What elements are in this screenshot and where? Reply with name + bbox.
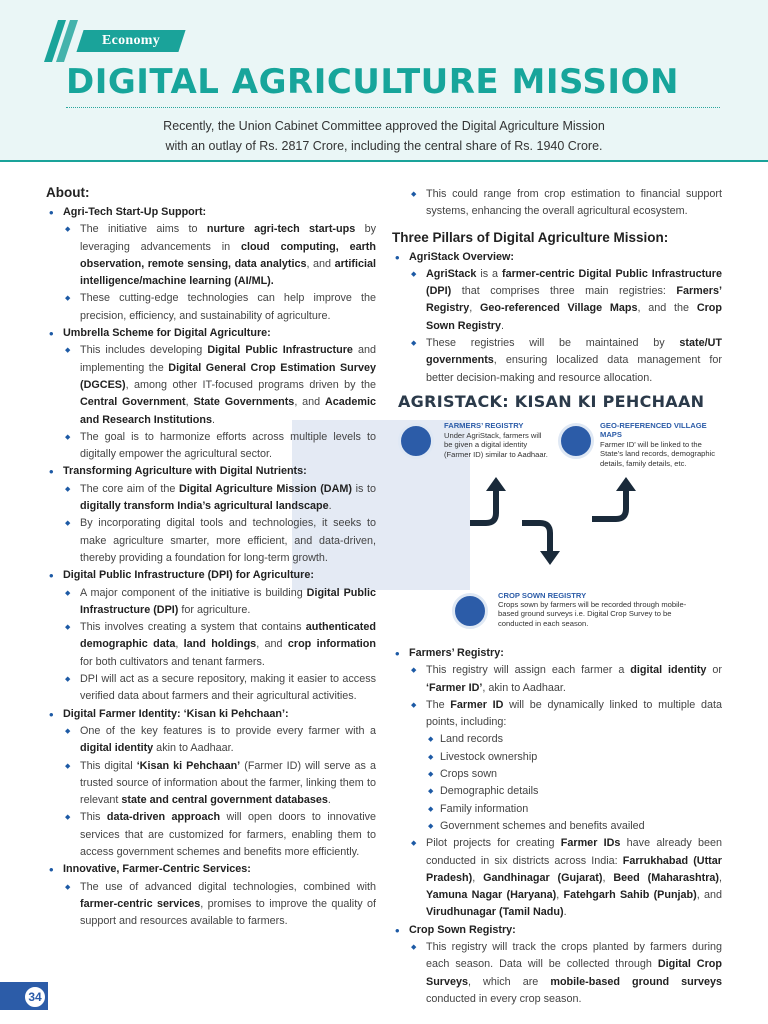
geo-maps-head: GEO-REFERENCED VILLAGE MAPS bbox=[600, 420, 707, 439]
bold-text: farmer-centric Digital Public Infrastructure (DPI) bbox=[426, 267, 722, 298]
farmers-registry-head: FARMERS’ REGISTRY bbox=[444, 420, 524, 430]
section-title: AgriStack Overview: bbox=[409, 250, 515, 263]
data-points-list bbox=[426, 731, 722, 835]
bold-text: state and central government databases bbox=[121, 794, 328, 807]
sub-list bbox=[409, 939, 722, 1008]
text: have already been conducted in six districts across India: bbox=[426, 837, 722, 867]
text: , bbox=[185, 396, 194, 409]
bold-text: ‘Farmer ID’ bbox=[426, 681, 483, 694]
list-item bbox=[392, 249, 722, 387]
text: , which are bbox=[468, 975, 551, 988]
text: is to bbox=[351, 482, 376, 495]
sub-list bbox=[409, 266, 722, 387]
bold-text: nurture agri-tech start-ups bbox=[206, 223, 356, 236]
text: , and bbox=[696, 889, 722, 902]
arrow-up-left bbox=[470, 489, 496, 523]
bold-text: Digital General Crop Estimation Survey (DGCES) bbox=[80, 361, 376, 391]
list-item: ◆ DPI will act as a secure repository, making it easier to access verified data about farmers and their agricultural activities. bbox=[63, 671, 376, 706]
text: , and bbox=[306, 257, 335, 270]
list-item: ◆ Demographic details bbox=[426, 783, 722, 800]
page-header bbox=[0, 0, 768, 162]
intro-text bbox=[0, 116, 768, 156]
list-item: ◆ Crops sown bbox=[426, 766, 722, 783]
bold-text: cloud computing, earth observation, remote sensing, data analytics bbox=[80, 240, 376, 270]
crop-sown-head: CROP SOWN REGISTRY bbox=[498, 590, 587, 600]
section-tag-label: Economy bbox=[101, 33, 161, 48]
list-item bbox=[63, 619, 376, 671]
bold-text: Gandhinagar (Gujarat) bbox=[483, 871, 603, 884]
text: , and bbox=[294, 396, 325, 409]
bold-text: digital identity bbox=[80, 742, 154, 755]
list-item bbox=[46, 567, 376, 705]
arrow-up-right bbox=[592, 489, 626, 519]
bold-text: crop information bbox=[287, 638, 376, 651]
list-item bbox=[63, 481, 376, 516]
text: This digital bbox=[80, 759, 137, 772]
list-item bbox=[63, 221, 376, 290]
bold-text: digital identity bbox=[630, 664, 707, 677]
list-item: ◆ Livestock ownership bbox=[426, 749, 722, 766]
bold-text: Crop Sown Registry bbox=[426, 302, 723, 332]
list-item bbox=[46, 463, 376, 567]
list-item bbox=[409, 335, 722, 387]
sub-list bbox=[63, 342, 376, 463]
text: This bbox=[80, 811, 107, 824]
sub-list bbox=[63, 723, 376, 861]
sub-list bbox=[63, 585, 376, 706]
list-item bbox=[63, 585, 376, 620]
section-title: Digital Public Infrastructure (DPI) for Agriculture: bbox=[63, 569, 314, 582]
bold-text: Farmer IDs bbox=[560, 837, 621, 850]
list-item bbox=[409, 266, 722, 335]
clipboard-icon bbox=[452, 593, 488, 629]
bold-text: Farmers’ Registry bbox=[426, 285, 722, 315]
section-title: Crop Sown Registry: bbox=[409, 923, 516, 936]
about-list bbox=[46, 204, 376, 930]
list-item bbox=[46, 706, 376, 862]
text: will be dynamically linked to multiple data points, including: bbox=[426, 698, 723, 729]
list-item: ◆ The goal is to harmonize efforts across multiple levels to digitally empower the agricultural sector. bbox=[63, 429, 376, 464]
section-title: Farmers’ Registry: bbox=[409, 646, 504, 659]
bold-text: Fatehgarh Sahib (Punjab) bbox=[563, 889, 697, 902]
text: and implementing the bbox=[80, 344, 376, 374]
text: The bbox=[426, 698, 451, 711]
text: , bbox=[469, 302, 480, 315]
list-item bbox=[46, 204, 376, 325]
bold-text: Beed (Maharashtra) bbox=[613, 871, 720, 884]
bold-text: Farrukhabad (Uttar Pradesh) bbox=[426, 854, 722, 884]
pillars-list bbox=[392, 249, 722, 387]
bold-text: Digital Public Infrastructure (DPI) bbox=[80, 586, 376, 616]
bold-text: Central Government bbox=[80, 396, 186, 409]
arrowhead-up-left bbox=[486, 477, 506, 491]
text: . bbox=[328, 500, 332, 513]
arrowhead-up-right bbox=[616, 477, 636, 491]
page-title: DIGITAL AGRICULTURE MISSION bbox=[66, 62, 679, 102]
list-item: ◆ Land records bbox=[426, 731, 722, 748]
text: will open doors to innovative services that are customized for farmers, enabling them to access government schemes and benefits more efficiently. bbox=[80, 811, 376, 858]
text: , bbox=[472, 871, 484, 884]
bold-text: digitally transform India’s agricultural landscape bbox=[80, 500, 329, 513]
list-item bbox=[63, 723, 376, 758]
text: , promises to improve the quality of support and resources available to farmers. bbox=[80, 897, 376, 928]
text: The use of advanced digital technologies, combined with bbox=[80, 880, 376, 893]
crop-sown-text: Crops sown by farmers will be recorded through mobile-based ground surveys i.e. Digital Crop Survey to be conducted in each season. bbox=[498, 599, 687, 628]
section-title: Transforming Agriculture with Digital Nutrients: bbox=[63, 465, 307, 478]
list-item bbox=[392, 645, 722, 922]
text: , bbox=[602, 871, 614, 884]
text: One of the key features is to provide every farmer with a bbox=[80, 724, 376, 737]
text: or bbox=[706, 664, 722, 677]
bold-text: State Governments bbox=[193, 396, 295, 409]
list-item bbox=[63, 809, 376, 861]
bold-text: state/UT governments bbox=[426, 337, 722, 367]
text: , and the bbox=[637, 302, 697, 315]
list-item bbox=[63, 879, 376, 931]
section-tag bbox=[76, 30, 185, 52]
stripes-decoration bbox=[44, 20, 84, 62]
bold-text: authenticated demographic data bbox=[80, 621, 376, 651]
text: This involves creating a system that contains bbox=[80, 621, 306, 634]
sub-list bbox=[63, 221, 376, 325]
sub-list bbox=[63, 481, 376, 567]
farmers-registry-text: Under AgriStack, farmers will be given a digital identity (Farmer ID) similar to Aadhaar. bbox=[444, 430, 548, 459]
title-divider bbox=[66, 107, 720, 108]
arrowhead-down-middle bbox=[540, 551, 560, 565]
text: A major component of the initiative is building bbox=[80, 586, 307, 599]
text: , akin to Aadhaar. bbox=[482, 681, 566, 694]
about-heading: About: bbox=[46, 185, 90, 200]
arrow-down-middle bbox=[522, 523, 550, 553]
header-bottom-rule bbox=[0, 160, 768, 162]
section-title: Agri-Tech Start-Up Support: bbox=[63, 206, 207, 218]
bold-text: land holdings bbox=[183, 638, 257, 651]
bold-text: artificial intelligence/machine learning (AI/ML). bbox=[80, 257, 376, 288]
bold-text: ‘Kisan ki Pehchaan’ bbox=[136, 759, 241, 772]
agristack-infographic bbox=[392, 393, 722, 639]
list-item bbox=[409, 697, 722, 835]
list-item bbox=[63, 342, 376, 428]
bold-text: Academic and Research Institutions bbox=[80, 396, 377, 426]
text: akin to Aadhaar. bbox=[153, 742, 234, 755]
text: that comprises three main registries: bbox=[451, 285, 677, 298]
text: . bbox=[212, 413, 215, 426]
text: by leveraging advancements in bbox=[80, 223, 377, 253]
list-item bbox=[409, 939, 722, 1008]
text: , ensuring localized data management for better decision-making and resource allocation. bbox=[426, 354, 722, 384]
text: The initiative aims to bbox=[80, 223, 207, 236]
infographic-title: AGRISTACK: KISAN KI PEHCHAAN bbox=[398, 391, 705, 411]
list-item bbox=[46, 325, 376, 463]
left-column bbox=[46, 184, 376, 930]
bold-text: Yamuna Nagar (Haryana) bbox=[426, 889, 557, 902]
text: for agriculture. bbox=[178, 603, 251, 616]
text: , bbox=[175, 638, 184, 651]
text: . bbox=[501, 319, 504, 332]
text: . bbox=[563, 906, 567, 919]
bold-text: Digital Agriculture Mission (DAM) bbox=[179, 482, 352, 495]
text: conducted in every crop season. bbox=[426, 992, 582, 1005]
text: This includes developing bbox=[80, 344, 208, 357]
bold-text: Digital Crop Surveys bbox=[426, 958, 722, 988]
sub-list bbox=[63, 879, 376, 931]
section-title: Umbrella Scheme for Digital Agriculture: bbox=[63, 327, 271, 340]
text: , bbox=[556, 889, 564, 902]
text: These registries will be maintained by bbox=[426, 337, 680, 350]
text: (Farmer ID) will serve as a trusted source of information about the farmer, linking them to relevant bbox=[80, 759, 376, 807]
section-title: Digital Farmer Identity: ‘Kisan ki Pehchaan’: bbox=[63, 707, 289, 720]
text: , among other IT-focused programs driven by the bbox=[125, 378, 376, 391]
list-item: ◆ Government schemes and benefits availed bbox=[426, 818, 722, 835]
sub-list bbox=[409, 662, 722, 921]
bold-text: AgriStack bbox=[426, 267, 477, 280]
bold-text: data-driven approach bbox=[106, 811, 221, 824]
list-item: ◆ These cutting-edge technologies can help improve the precision, efficiency, and sustainability of agriculture. bbox=[63, 290, 376, 325]
list-item bbox=[409, 662, 722, 697]
bold-text: Digital Public Infrastructure bbox=[207, 344, 353, 357]
list-item: ◆ This could range from crop estimation to financial support systems, enhancing the overall agricultural ecosystem. bbox=[409, 186, 722, 221]
text: for both cultivators and tenant farmers. bbox=[80, 655, 265, 668]
list-item bbox=[46, 861, 376, 930]
text: This registry will assign each farmer a bbox=[426, 664, 631, 677]
text: . bbox=[327, 794, 331, 807]
bold-text: Virudhunagar (Tamil Nadu) bbox=[426, 906, 564, 919]
bold-text: mobile-based ground surveys bbox=[550, 975, 722, 988]
bold-text: Farmer ID bbox=[450, 698, 504, 711]
registry-list bbox=[392, 645, 722, 1008]
section-title: Innovative, Farmer-Centric Services: bbox=[63, 863, 251, 876]
text: Pilot projects for creating bbox=[426, 837, 561, 850]
text: The core aim of the bbox=[80, 482, 180, 495]
intro-line-2: with an outlay of Rs. 2817 Crore, including the central share of Rs. 1940 Crore. bbox=[165, 139, 603, 153]
geo-maps-text: Farmer ID’ will be linked to the State’s land records, demographic details, family details, etc. bbox=[600, 439, 716, 468]
page-number: 34 bbox=[24, 986, 46, 1008]
text: This registry will track the crops planted by farmers during each season. Data will be collected through bbox=[426, 941, 722, 971]
continued-list bbox=[409, 186, 722, 221]
bold-text: Geo-referenced Village Maps bbox=[479, 302, 638, 315]
text: , and bbox=[256, 638, 288, 651]
list-item: ◆ By incorporating digital tools and technologies, it seeks to make agriculture smarter, more efficient, and data-driven, thereby providing a foundation for long-term growth. bbox=[63, 515, 376, 567]
text: is a bbox=[476, 267, 502, 280]
pillars-heading: Three Pillars of Digital Agriculture Mission: bbox=[392, 229, 669, 245]
bold-text: farmer-centric services bbox=[80, 897, 201, 910]
intro-line-1: Recently, the Union Cabinet Committee approved the Digital Agriculture Mission bbox=[163, 119, 605, 133]
right-column bbox=[392, 186, 722, 1008]
list-item bbox=[409, 835, 722, 921]
list-item bbox=[392, 922, 722, 1008]
list-item bbox=[63, 758, 376, 810]
text: , bbox=[719, 871, 723, 884]
list-item: ◆ Family information bbox=[426, 801, 722, 818]
